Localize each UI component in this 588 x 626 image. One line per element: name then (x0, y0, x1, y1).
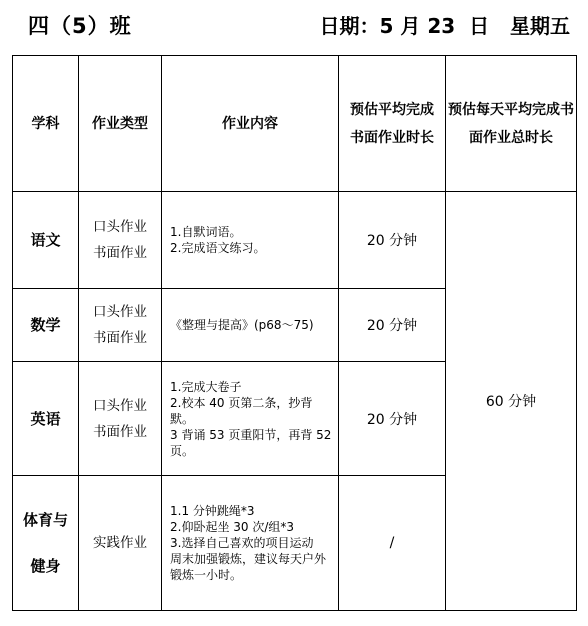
page-header (0, 10, 588, 44)
table-row (13, 192, 577, 289)
duration-cell: 20 分钟 (339, 362, 446, 476)
header-row (13, 56, 577, 192)
col-header-est-written: 预估平均完成书面作业时长 (339, 56, 446, 192)
content-line: 《整理与提高》(p68～75) (170, 318, 314, 332)
total-duration-cell: 60 分钟 (446, 192, 577, 611)
type-cell (79, 192, 162, 289)
type-label: 口头作业 (93, 219, 147, 235)
content-line: 1.完成大卷子 (170, 379, 242, 394)
content-line: 3.选择自己喜欢的项目运动 (170, 536, 314, 550)
content-line: 1.自默词语。 (170, 225, 242, 239)
content-line: 1.1 分钟跳绳*3 (170, 504, 255, 518)
duration-cell: 20 分钟 (339, 289, 446, 362)
type-label: 口头作业 (93, 304, 147, 320)
type-label: 书面作业 (93, 245, 147, 261)
content-cell (162, 362, 339, 476)
col-header-est-total: 预估每天平均完成书面作业总时长 (446, 56, 577, 192)
content-line: 2.校本 40 页第二条，抄背默。 (170, 395, 313, 426)
subject-cell: 语文 (13, 192, 79, 289)
content-line: 3 背诵 53 页重阳节，再背 52页。 (170, 427, 332, 458)
type-cell (79, 289, 162, 362)
type-label: 口头作业 (93, 397, 147, 414)
subject-cell: 数学 (13, 289, 79, 362)
duration-cell: 20 分钟 (339, 192, 446, 289)
content-line: 周末加强锻炼，建议每天户外锻炼一小时。 (170, 552, 327, 582)
content-line: 2.完成语文练习。 (170, 241, 266, 255)
type-cell (79, 362, 162, 476)
homework-table (12, 55, 577, 611)
duration-cell: / (339, 476, 446, 611)
date-line: 日期：5 月 23 日 星期五 (319, 14, 570, 38)
subject-cell: 英语 (13, 362, 79, 476)
type-label: 实践作业 (93, 535, 147, 551)
subject-label: 体育与健身 (22, 511, 68, 575)
content-line: 2.仰卧起坐 30 次/组*3 (170, 520, 295, 534)
type-cell (79, 476, 162, 611)
content-cell (162, 476, 339, 611)
subject-cell (13, 476, 79, 611)
type-label: 书面作业 (93, 330, 147, 346)
col-header-content: 作业内容 (162, 56, 339, 192)
content-cell (162, 192, 339, 289)
type-label: 书面作业 (93, 423, 147, 440)
class-name: 四（5）班 (28, 14, 132, 38)
col-header-subject: 学科 (13, 56, 79, 192)
col-header-type: 作业类型 (79, 56, 162, 192)
content-cell (162, 289, 339, 362)
